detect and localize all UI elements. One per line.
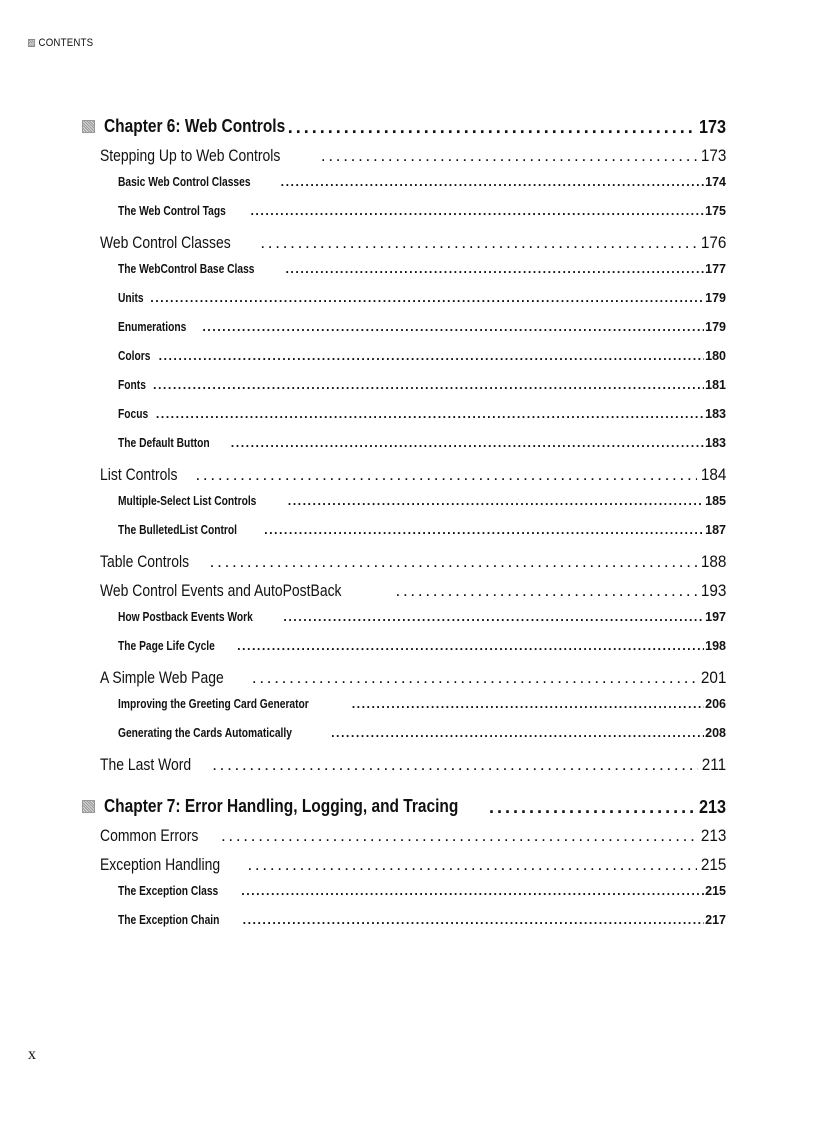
toc-entry-page: 174 <box>705 175 726 189</box>
toc-entry-title <box>118 494 287 508</box>
toc-entry-section[interactable] <box>82 755 726 784</box>
toc-entry-text: Basic Web Control Classes <box>118 175 251 189</box>
header-label: CONTENTS <box>38 37 94 49</box>
toc-entry-text: Exception Handling <box>100 855 221 874</box>
toc-entry-sub[interactable] <box>82 523 726 552</box>
toc-entry-sub[interactable] <box>82 204 726 233</box>
dot-leader <box>241 884 704 898</box>
dot-leader <box>159 349 705 363</box>
dot-leader <box>247 855 696 875</box>
dot-leader <box>252 668 697 688</box>
toc-entry-page: 188 <box>700 552 726 571</box>
toc-entry-page: 180 <box>705 349 726 363</box>
toc-entry-sub[interactable] <box>82 726 726 755</box>
toc-entry-chapter[interactable] <box>82 116 726 146</box>
dot-leader <box>396 581 697 601</box>
toc-entry-section[interactable] <box>82 581 726 610</box>
toc-entry-page: 197 <box>705 610 726 624</box>
toc-entry-sub[interactable] <box>82 175 726 204</box>
toc-entry-section[interactable] <box>82 855 726 884</box>
toc-entry-title <box>118 262 284 276</box>
square-bullet-icon <box>28 39 35 47</box>
dot-leader <box>250 204 704 218</box>
toc-entry-title <box>118 349 158 363</box>
toc-entry-text: A Simple Web Page <box>100 668 224 687</box>
toc-entry-sub[interactable] <box>82 913 726 942</box>
toc-entry-page: 215 <box>705 884 726 898</box>
toc-entry-text: The Page Life Cycle <box>118 639 215 653</box>
toc-entry-page: 187 <box>705 523 726 537</box>
toc-entry-sub[interactable] <box>82 291 726 320</box>
toc-entry-title <box>118 610 282 624</box>
toc-entry-sub[interactable] <box>82 697 726 726</box>
toc-entry-title <box>118 697 351 711</box>
toc-entry-section[interactable] <box>82 552 726 581</box>
toc-entry-page: 175 <box>705 204 726 218</box>
toc-entry-text: The BulletedList Control <box>118 523 238 537</box>
toc-entry-page: 213 <box>698 797 726 817</box>
toc-entry-text: The Default Button <box>118 436 210 450</box>
toc-entry-title <box>118 523 263 537</box>
dot-leader <box>237 639 704 653</box>
toc-entry-page: 181 <box>705 378 726 392</box>
toc-entry-page: 215 <box>700 855 726 874</box>
dot-leader <box>331 726 704 740</box>
dot-leader <box>288 494 704 508</box>
toc-entry-text: Units <box>118 291 144 305</box>
toc-entry-text: Table Controls <box>100 552 190 571</box>
toc-entry-sub[interactable] <box>82 884 726 913</box>
toc-entry-title <box>100 233 259 253</box>
dot-leader <box>243 913 705 927</box>
dot-leader <box>231 436 704 450</box>
toc-entry-page: 213 <box>700 826 726 845</box>
toc-entry-page: 179 <box>705 291 726 305</box>
toc-entry-text: Enumerations <box>118 320 187 334</box>
toc-entry-text: Multiple-Select List Controls <box>118 494 257 508</box>
toc-entry-title <box>82 116 287 137</box>
dot-leader <box>150 291 704 305</box>
toc-entry-title <box>118 884 240 898</box>
toc-entry-page: 179 <box>705 320 726 334</box>
toc-entry-text: Improving the Greeting Card Generator <box>118 697 309 711</box>
toc-entry-page: 177 <box>705 262 726 276</box>
toc-entry-title <box>118 726 330 740</box>
dot-leader <box>260 233 696 253</box>
toc-entry-text: Colors <box>118 349 151 363</box>
dot-leader <box>489 797 695 818</box>
toc-entry-sub[interactable] <box>82 639 726 668</box>
toc-entry-chapter[interactable] <box>82 796 726 826</box>
toc-entry-section[interactable] <box>82 826 726 855</box>
chapter-square-icon <box>82 120 95 133</box>
toc-entry-sub[interactable] <box>82 494 726 523</box>
dot-leader <box>264 523 704 537</box>
toc-entry-section[interactable] <box>82 146 726 175</box>
toc-entry-page: 173 <box>698 117 726 137</box>
toc-entry-text: The Web Control Tags <box>118 204 226 218</box>
toc-entry-page: 173 <box>700 146 726 165</box>
toc-entry-text: The WebControl Base Class <box>118 262 255 276</box>
toc-entry-page: 185 <box>705 494 726 508</box>
chapter-square-icon <box>82 800 95 813</box>
toc-entry-text: List Controls <box>100 465 178 484</box>
toc-entry-title <box>118 378 152 392</box>
toc-entry-title <box>100 146 320 166</box>
toc-entry-title <box>100 855 246 875</box>
page-number: x <box>28 1046 36 1063</box>
dot-leader <box>281 175 705 189</box>
toc-entry-text: Common Errors <box>100 826 199 845</box>
toc-entry-text: How Postback Events Work <box>118 610 253 624</box>
toc-entry-title <box>100 755 211 775</box>
toc-entry-text: Fonts <box>118 378 146 392</box>
toc-entry-title <box>100 552 209 572</box>
dot-leader <box>283 610 704 624</box>
table-of-contents <box>82 116 726 942</box>
toc-entry-title <box>100 826 220 846</box>
dot-leader <box>288 117 695 138</box>
chapter-spacer <box>82 784 726 796</box>
toc-entry-title <box>118 175 280 189</box>
toc-entry-sub[interactable] <box>82 407 726 436</box>
toc-entry-page: 211 <box>701 755 726 774</box>
toc-entry-sub[interactable] <box>82 320 726 349</box>
toc-entry-page: 208 <box>705 726 726 740</box>
toc-entry-title <box>82 796 488 817</box>
toc-entry-text: Stepping Up to Web Controls <box>100 146 281 165</box>
toc-entry-page: 183 <box>705 407 726 421</box>
toc-entry-text: The Last Word <box>100 755 192 774</box>
toc-entry-sub[interactable] <box>82 349 726 378</box>
dot-leader <box>221 826 697 846</box>
dot-leader <box>210 552 697 572</box>
toc-entry-sub[interactable] <box>82 436 726 465</box>
dot-leader <box>156 407 704 421</box>
toc-entry-text: Chapter 7: Error Handling, Logging, and Tracing <box>104 796 459 816</box>
toc-entry-text: Focus <box>118 407 149 421</box>
toc-entry-text: The Exception Class <box>118 884 219 898</box>
toc-entry-section[interactable] <box>82 465 726 494</box>
toc-entry-text: The Exception Chain <box>118 913 220 927</box>
dot-leader <box>321 146 697 166</box>
toc-entry-title <box>118 436 230 450</box>
toc-entry-page: 184 <box>700 465 726 484</box>
running-header <box>28 37 93 49</box>
dot-leader <box>153 378 704 392</box>
toc-entry-text: Web Control Events and AutoPostBack <box>100 581 342 600</box>
toc-entry-title <box>100 465 194 485</box>
toc-entry-page: 193 <box>700 581 726 600</box>
toc-entry-page: 176 <box>700 233 726 252</box>
toc-entry-page: 183 <box>705 436 726 450</box>
toc-entry-sub[interactable] <box>82 378 726 407</box>
dot-leader <box>202 320 704 334</box>
toc-entry-text: Web Control Classes <box>100 233 231 252</box>
toc-entry-title <box>118 204 249 218</box>
toc-entry-text: Chapter 6: Web Controls <box>104 116 286 136</box>
dot-leader <box>195 465 696 485</box>
toc-entry-title <box>118 291 149 305</box>
toc-entry-title <box>100 668 251 688</box>
toc-entry-title <box>100 581 395 601</box>
toc-entry-title <box>118 407 155 421</box>
dot-leader <box>212 755 698 775</box>
toc-entry-sub[interactable] <box>82 262 726 291</box>
toc-entry-section[interactable] <box>82 668 726 697</box>
toc-entry-section[interactable] <box>82 233 726 262</box>
toc-entry-page: 201 <box>700 668 726 687</box>
toc-entry-page: 198 <box>705 639 726 653</box>
toc-entry-title <box>118 639 236 653</box>
toc-entry-title <box>118 913 242 927</box>
toc-entry-text: Generating the Cards Automatically <box>118 726 292 740</box>
toc-entry-page: 206 <box>705 697 726 711</box>
toc-entry-title <box>118 320 201 334</box>
dot-leader <box>285 262 704 276</box>
dot-leader <box>352 697 704 711</box>
toc-entry-sub[interactable] <box>82 610 726 639</box>
toc-entry-page: 217 <box>705 913 726 927</box>
